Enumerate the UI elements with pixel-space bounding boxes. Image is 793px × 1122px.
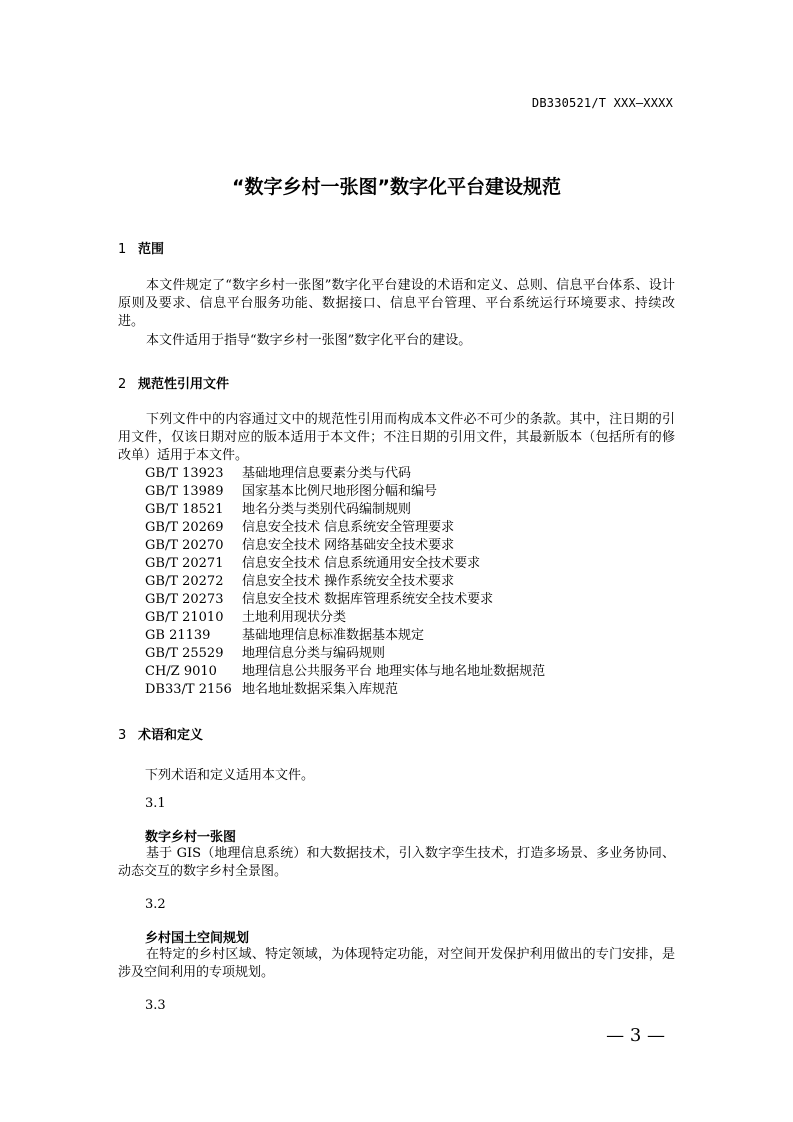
reference-code: DB33/T 2156 xyxy=(145,682,232,697)
term-title: 数字乡村一张图 xyxy=(145,830,237,845)
section-number: 1 xyxy=(118,242,127,257)
reference-name: 地理信息分类与编码规则 xyxy=(242,646,386,661)
reference-item xyxy=(145,483,545,501)
reference-name: 地理信息公共服务平台 地理实体与地名地址数据规范 xyxy=(242,664,546,679)
reference-code: CH/Z 9010 xyxy=(145,664,217,679)
document-title: “数字乡村一张图”数字化平台建设规范 xyxy=(232,176,561,198)
reference-name: 地名分类与类别代码编制规则 xyxy=(242,502,412,517)
term-title: 乡村国土空间规划 xyxy=(145,931,250,946)
reference-item xyxy=(145,609,545,627)
reference-name: 信息安全技术 信息系统安全管理要求 xyxy=(242,520,455,535)
reference-name: 基础地理信息标准数据基本规定 xyxy=(242,628,425,643)
section-title: 术语和定义 xyxy=(138,728,204,743)
reference-code: GB/T 20272 xyxy=(145,574,224,589)
section-number: 3 xyxy=(118,728,127,743)
section-1-heading xyxy=(118,238,164,257)
terms-intro: 下列术语和定义适用本文件。 xyxy=(145,768,315,783)
reference-name: 信息安全技术 网络基础安全技术要求 xyxy=(242,538,455,553)
reference-code: GB/T 20269 xyxy=(145,520,224,535)
reference-code: GB 21139 xyxy=(145,628,211,643)
references-intro-paragraph: 下列文件中的内容通过文中的规范性引用而构成本文件必不可少的条款。其中，注日期的引用文件，仅该日期对应的版本适用于本文件；不注日期的引用文件，其最新版本（包括所有的修改单）适用于本文件。 xyxy=(118,412,675,463)
reference-item xyxy=(145,591,545,609)
section-3-heading xyxy=(118,724,203,743)
reference-name: 信息安全技术 数据库管理系统安全技术要求 xyxy=(242,592,494,607)
reference-code: GB/T 13923 xyxy=(145,466,224,481)
document-code: DB330521/T XXX—XXXX xyxy=(531,96,673,110)
section-number: 2 xyxy=(118,377,127,392)
reference-code: GB/T 20271 xyxy=(145,556,224,571)
term-definition: 在特定的乡村区域、特定领域，为体现特定功能，对空间开发保护利用做出的专门安排，是涉及空间利用的专项规划。 xyxy=(118,947,675,980)
reference-item xyxy=(145,681,545,699)
reference-name: 地名地址数据采集入库规范 xyxy=(242,682,399,697)
term-number: 3.3 xyxy=(145,998,166,1013)
reference-code: GB/T 18521 xyxy=(145,502,224,517)
reference-item xyxy=(145,645,545,663)
term-definition: 基于 GIS（地理信息系统）和大数据技术，引入数字孪生技术，打造多场景、多业务协同、动态交互的数字乡村全景图。 xyxy=(118,846,675,879)
reference-name: 信息安全技术 信息系统通用安全技术要求 xyxy=(242,556,481,571)
reference-code: GB/T 21010 xyxy=(145,610,224,625)
term-number: 3.1 xyxy=(145,796,166,811)
reference-name: 土地利用现状分类 xyxy=(242,610,347,625)
reference-item xyxy=(145,501,545,519)
reference-code: GB/T 20270 xyxy=(145,538,224,553)
section-2-heading xyxy=(118,373,229,392)
reference-item xyxy=(145,663,545,681)
reference-list xyxy=(145,465,545,699)
reference-item xyxy=(145,465,545,483)
reference-code: GB/T 20273 xyxy=(145,592,224,607)
page-number: — 3 — xyxy=(606,1025,665,1046)
reference-item xyxy=(145,519,545,537)
reference-code: GB/T 25529 xyxy=(145,646,224,661)
scope-paragraph-1: 本文件规定了“数字乡村一张图”数字化平台建设的术语和定义、总则、信息平台体系、设计原则及要求、信息平台服务功能、数据接口、信息平台管理、平台系统运行环境要求、持续改进。 xyxy=(118,278,675,329)
reference-name: 信息安全技术 操作系统安全技术要求 xyxy=(242,574,455,589)
reference-name: 基础地理信息要素分类与代码 xyxy=(242,466,412,481)
section-title: 范围 xyxy=(138,242,165,257)
section-title: 规范性引用文件 xyxy=(138,377,230,392)
scope-paragraph-2: 本文件适用于指导“数字乡村一张图”数字化平台的建设。 xyxy=(146,333,472,348)
reference-name: 国家基本比例尺地形图分幅和编号 xyxy=(242,484,438,499)
reference-item xyxy=(145,555,545,573)
reference-item xyxy=(145,573,545,591)
reference-item xyxy=(145,627,545,645)
reference-item xyxy=(145,537,545,555)
reference-code: GB/T 13989 xyxy=(145,484,224,499)
term-number: 3.2 xyxy=(145,897,166,912)
